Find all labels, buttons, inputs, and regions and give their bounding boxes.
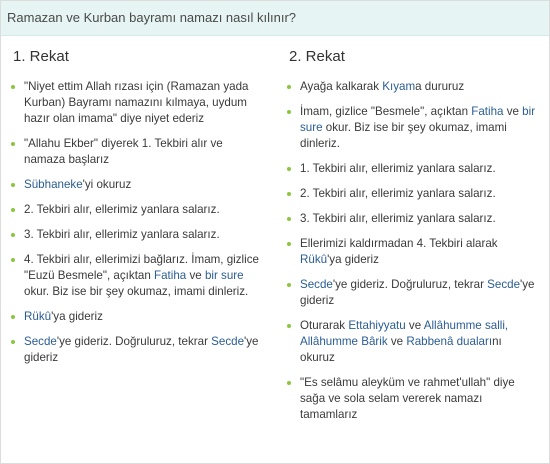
bullet-icon (287, 381, 291, 385)
link-bir-sure[interactable]: bir sure (300, 105, 536, 134)
rekat-1-title: 1. Rekat (13, 48, 69, 65)
list-item: 2. Tekbiri alır, ellerimiz yanlara salarız. (11, 202, 261, 218)
list-item: "Es selâmu aleyküm ve rahmet'ullah" diye sağa ve sola selam vererek namazı tamamlarız (287, 375, 537, 423)
bullet-icon (11, 340, 15, 344)
link-ruku[interactable]: Rükû (24, 310, 52, 323)
bullet-icon (11, 208, 15, 212)
list-item: Sübhaneke'yi okuruz (11, 177, 261, 193)
rekat-2-steps (287, 79, 549, 423)
list-item: Ellerimizi kaldırmadan 4. Tekbiri alarak Rükû'ya gideriz (287, 236, 537, 268)
link-secde[interactable]: Secde (300, 278, 333, 291)
columns (1, 36, 549, 432)
bullet-icon (11, 142, 15, 146)
link-fatiha[interactable]: Fatiha (154, 269, 187, 282)
link-secde[interactable]: Secde (211, 335, 245, 348)
list-item: 3. Tekbiri alır, ellerimiz yanlara salarız. (287, 211, 537, 227)
link-secde[interactable]: Secde (24, 335, 57, 348)
rekat-1-steps (11, 79, 275, 366)
page-title: Ramazan ve Kurban bayramı namazı nasıl kılınır? (1, 1, 549, 36)
list-item: 3. Tekbiri alır, ellerimiz yanlara salarız. (11, 227, 261, 243)
bullet-icon (287, 242, 291, 246)
list-item: Secde'ye gideriz. Doğruluruz, tekrar Secde'ye gideriz (287, 277, 537, 309)
link-subhaneke[interactable]: Sübhaneke (24, 178, 83, 191)
list-item: 4. Tekbiri alır, ellerimizi bağlarız. İmam, gizlice "Euzü Besmele", açıktan Fatiha ve bir sure okur. Biz ise bir şey okumaz, imami dinleriz. (11, 252, 261, 300)
bullet-icon (287, 324, 291, 328)
bullet-icon (287, 167, 291, 171)
bullet-icon (11, 233, 15, 237)
list-item: 2. Tekbiri alır, ellerimiz yanlara salarız. (287, 186, 537, 202)
link-ruku[interactable]: Rükû (300, 253, 328, 266)
bullet-icon (11, 258, 15, 262)
list-item: Oturarak Ettahiyyatu ve Allâhumme salli, Allâhumme Bârik ve Rabbenâ dualarını okuruz (287, 318, 537, 366)
bullet-icon (287, 85, 291, 89)
link-salli-barik[interactable]: Allâhumme salli, Allâhumme Bârik (300, 319, 509, 348)
link-bir-sure[interactable]: bir sure (204, 269, 244, 282)
bullet-icon (11, 315, 15, 319)
bullet-icon (11, 85, 15, 89)
link-secde[interactable]: Secde (487, 278, 521, 291)
link-kiyam[interactable]: Kıyam (382, 80, 416, 93)
rekat-2-title: 2. Rekat (289, 48, 345, 65)
list-item: Ayağa kalkarak Kıyama dururuz (287, 79, 537, 95)
list-item: "Allahu Ekber" diyerek 1. Tekbiri alır ve namaza başlarız (11, 136, 261, 168)
list-item: İmam, gizlice "Besmele", açıktan Fatiha ve bir sure okur. Biz ise bir şey okumaz, imami dinleriz. (287, 104, 537, 152)
bullet-icon (287, 110, 291, 114)
bullet-icon (287, 192, 291, 196)
bullet-icon (287, 283, 291, 287)
rekat-2-column (275, 48, 549, 432)
list-item: Secde'ye gideriz. Doğruluruz, tekrar Secde'ye gideriz (11, 334, 261, 366)
list-item: 1. Tekbiri alır, ellerimiz yanlara salarız. (287, 161, 537, 177)
bullet-icon (11, 183, 15, 187)
link-fatiha[interactable]: Fatiha (471, 105, 504, 118)
list-item: "Niyet ettim Allah rızası için (Ramazan yada Kurban) Bayramı namazını kılmaya, uydum hazır olan imama" diye niyet ederiz (11, 79, 261, 127)
list-item: Rükû'ya gideriz (11, 309, 261, 325)
link-ettahiyyatu[interactable]: Ettahiyyatu (348, 319, 406, 332)
link-rabbena-dualari[interactable]: Rabbenâ duaları (406, 335, 493, 348)
bullet-icon (287, 217, 291, 221)
rekat-1-column (1, 48, 275, 432)
